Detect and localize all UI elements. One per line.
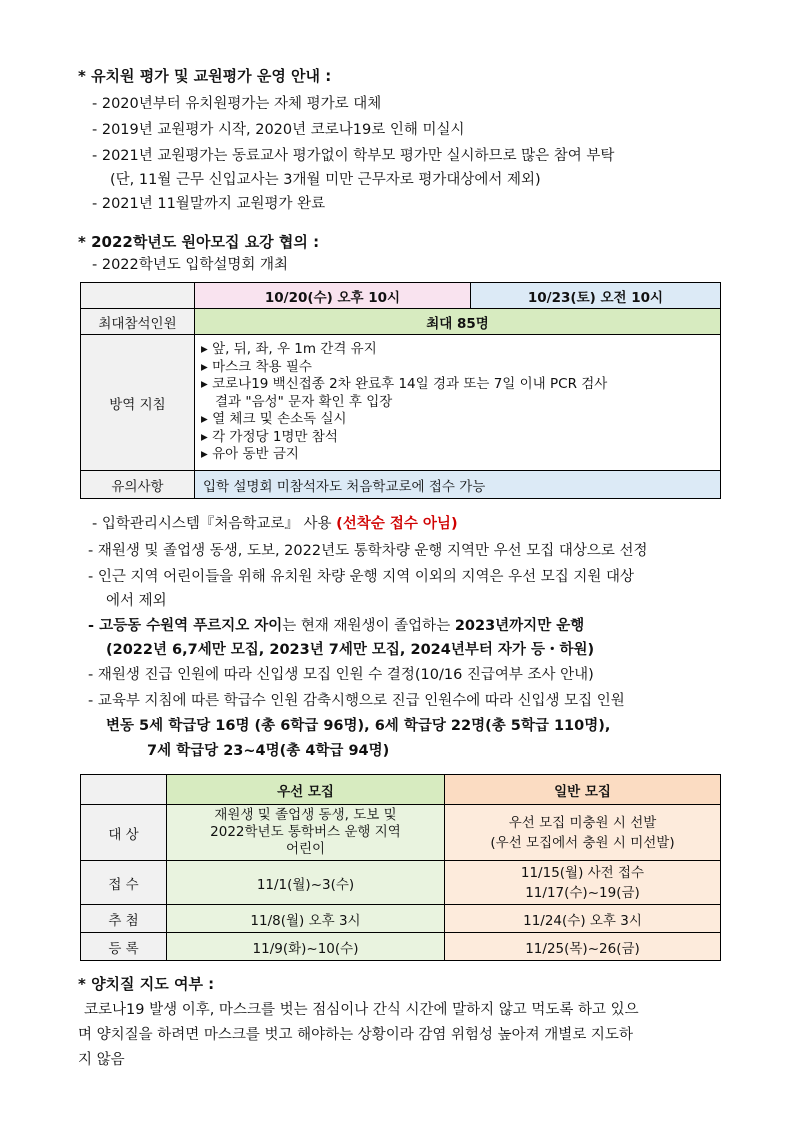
- cell-line: 11/15(월) 사전 접수: [520, 864, 645, 881]
- section1-item: - 2021년 11월말까지 교원평가 완료: [92, 196, 326, 212]
- general-register: 11/25(목)~26(금): [445, 933, 721, 961]
- cell-line: 어린이: [285, 841, 326, 857]
- section2-title: * 2022학년도 원아모집 요강 협의 :: [78, 233, 320, 251]
- row-label-lottery: 추 첨: [81, 905, 167, 933]
- capacity-value: 최대 85명: [195, 309, 721, 335]
- session-date-1: 10/20(수) 오후 10시: [195, 283, 471, 309]
- row-label-register: 등 록: [81, 933, 167, 961]
- section3-line: 며 양치질을 하려면 마스크를 벗고 해야하는 상황이라 감염 위험성 높아져 개별로 지도하: [78, 1027, 633, 1043]
- recruitment-table: [80, 774, 721, 961]
- note-4b: (2022년 6,7세만 모집, 2023년 7세만 모집, 2024년부터 자가 등・하원): [106, 642, 595, 658]
- section3-line: 코로나19 발생 이후, 마스크를 벗는 점심이나 간식 시간에 말하지 않고 먹도록 하고 있으: [84, 1002, 639, 1018]
- quarantine-list: [195, 335, 721, 471]
- section1-item: - 2020년부터 유치원평가는 자체 평가로 대체: [92, 96, 382, 112]
- quarantine-item: ▸ 각 가정당 1명만 참석: [201, 428, 338, 445]
- table2-corner: [81, 775, 167, 805]
- section2-sub: - 2022학년도 입학설명회 개최: [92, 257, 289, 273]
- cell-line: (우선 모집에서 충원 시 미선발): [490, 834, 675, 851]
- quarantine-item: ▸ 마스크 착용 필수: [201, 358, 312, 375]
- note-5: - 재원생 진급 인원에 따라 신입생 모집 인원 수 결정(10/16 진급여부 조사 안내): [88, 667, 594, 683]
- cell-line: 11/17(수)~19(금): [525, 884, 640, 901]
- section1-title: * 유치원 평가 및 교원평가 운영 안내 :: [78, 67, 332, 85]
- section3-line: 지 않음: [78, 1052, 125, 1068]
- note-4: [88, 616, 584, 636]
- note-4-period: 2023년까지만 운행: [454, 618, 585, 634]
- note-4-place: - 고등동 수원역 푸르지오 자이: [88, 618, 283, 634]
- priority-target: [167, 805, 445, 861]
- quarantine-item: ▸ 유아 동반 금지: [201, 446, 299, 463]
- note-4-mid: 는 현재 재원생이 졸업하는: [282, 618, 455, 634]
- section3-title: * 양치질 지도 여부 :: [78, 975, 215, 993]
- section1-item: - 2021년 교원평가는 동료교사 평가없이 학부모 평가만 실시하므로 많은 참여 부탁: [92, 148, 615, 164]
- priority-register: 11/9(화)~10(수): [167, 933, 445, 961]
- row-label-apply: 접 수: [81, 861, 167, 905]
- col-general: 일반 모집: [445, 775, 721, 805]
- cell-line: 재원생 및 졸업생 동생, 도보 및: [214, 807, 397, 823]
- note-1-text: - 입학관리시스템『처음학교로』 사용: [92, 516, 332, 532]
- general-apply: [445, 861, 721, 905]
- col-priority: 우선 모집: [167, 775, 445, 805]
- general-lottery: 11/24(수) 오후 3시: [445, 905, 721, 933]
- note-2: - 재원생 및 졸업생 동생, 도보, 2022년도 통학차량 운행 지역만 우선 모집 대상으로 선정: [88, 543, 648, 559]
- quarantine-label: 방역 지침: [81, 335, 195, 471]
- note-3b: 에서 제외: [106, 593, 167, 609]
- general-target: [445, 805, 721, 861]
- notice-label: 유의사항: [81, 471, 195, 499]
- note-3a: - 인근 지역 어린이들을 위해 유치원 차량 운행 지역 이외의 지역은 우선 모집 지원 대상: [88, 569, 634, 585]
- note-1: [92, 514, 458, 534]
- row-label-target: 대 상: [81, 805, 167, 861]
- section1-item: - 2019년 교원평가 시작, 2020년 코로나19로 인해 미실시: [92, 122, 465, 138]
- table1-corner: [81, 283, 195, 309]
- cell-line: 2022학년도 통학버스 운행 지역: [210, 824, 401, 840]
- notice-value: 입학 설명회 미참석자도 처음학교로에 접수 가능: [195, 471, 721, 499]
- priority-lottery: 11/8(월) 오후 3시: [167, 905, 445, 933]
- note-6b: 변동 5세 학급당 16명 (총 6학급 96명), 6세 학급당 22명(총 5학급 110명),: [106, 718, 611, 734]
- quarantine-item: 결과 "음성" 문자 확인 후 입장: [215, 393, 393, 410]
- quarantine-item: ▸ 앞, 뒤, 좌, 우 1m 간격 유지: [201, 341, 377, 358]
- quarantine-item: ▸ 코로나19 백신접종 2차 완료후 14일 경과 또는 7일 이내 PCR 검사: [201, 376, 608, 393]
- cell-line: 우선 모집 미충원 시 선발: [508, 814, 657, 831]
- note-6c: 7세 학급당 23~4명(총 4학급 94명): [147, 743, 390, 759]
- note-6a: - 교육부 지침에 따른 학급수 인원 감축시행으로 진급 인원수에 따라 신입생 모집 인원: [88, 693, 625, 709]
- priority-apply: 11/1(월)~3(수): [167, 861, 445, 905]
- info-session-table: [80, 282, 721, 499]
- section1-item: (단, 11월 근무 신입교사는 3개월 미만 근무자로 평가대상에서 제외): [110, 172, 541, 188]
- note-1-highlight: (선착순 접수 아님): [336, 516, 458, 532]
- capacity-label: 최대참석인원: [81, 309, 195, 335]
- quarantine-item: ▸ 열 체크 및 손소독 실시: [201, 411, 347, 428]
- session-date-2: 10/23(토) 오전 10시: [471, 283, 721, 309]
